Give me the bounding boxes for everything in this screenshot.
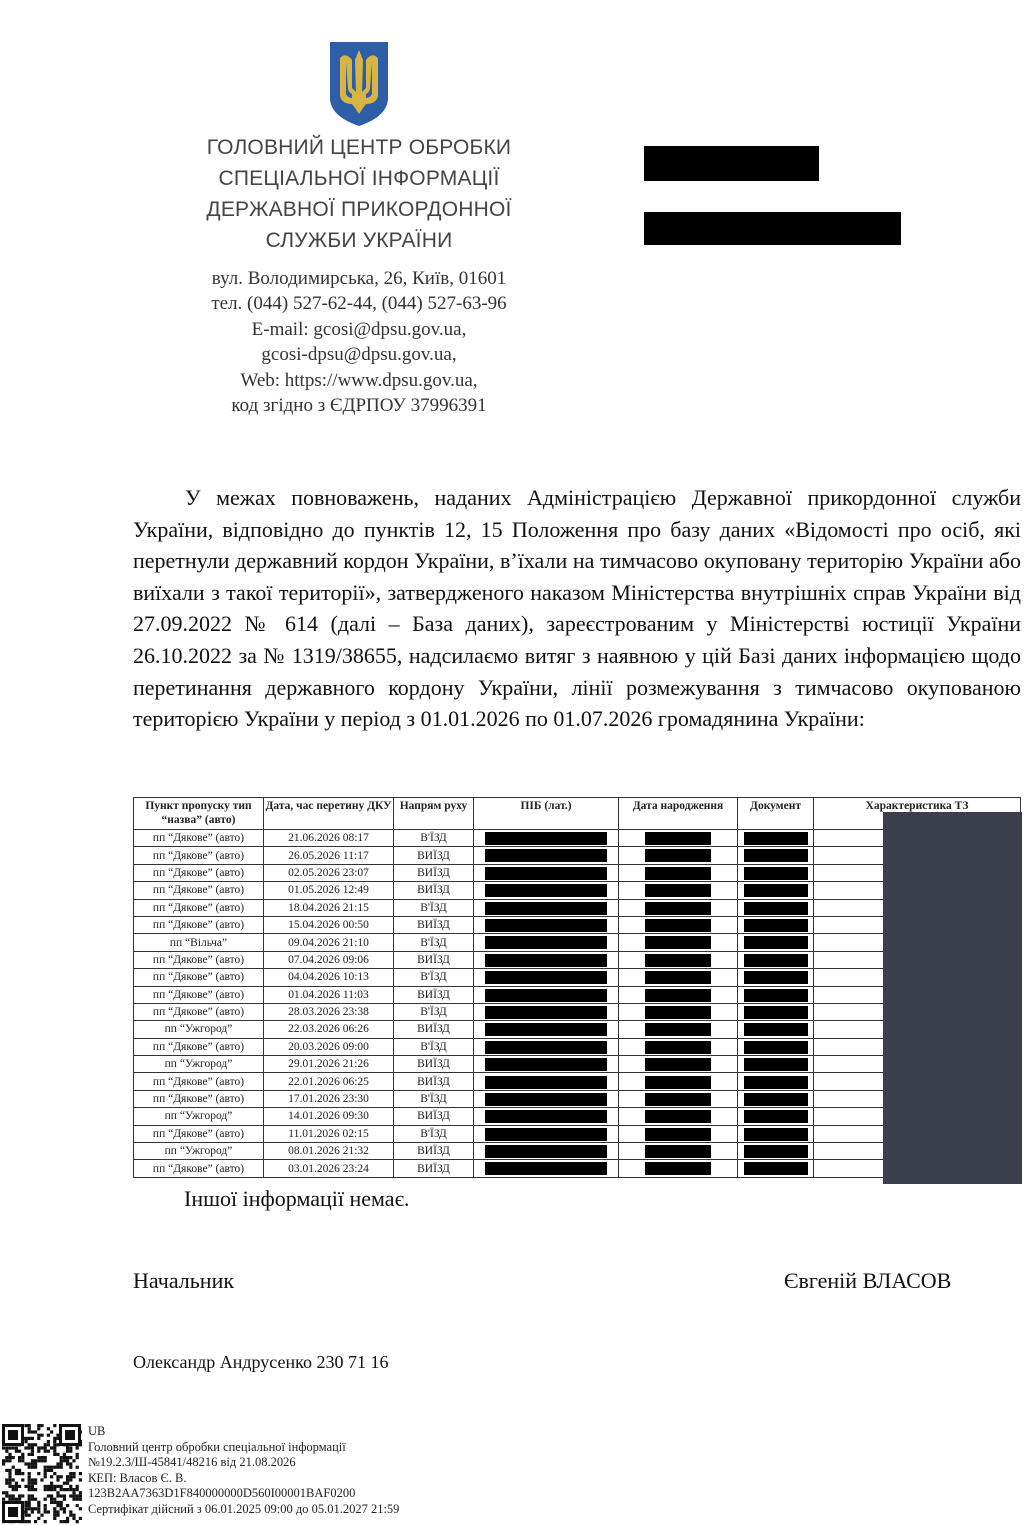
redaction-bar: [645, 1110, 711, 1123]
cell-datetime: 20.03.2026 09:00: [264, 1038, 394, 1055]
contact-email: E-mail: gcosi@dpsu.gov.ua,: [251, 318, 467, 340]
cell-checkpoint: пп “Дякове” (авто): [134, 1160, 264, 1177]
cell-full-name-redacted: [474, 1073, 619, 1090]
cell-datetime: 01.05.2026 12:49: [264, 882, 394, 899]
cell-birth-date-redacted: [619, 1125, 738, 1142]
redaction-bar: [645, 989, 711, 1002]
redaction-bar: [485, 1058, 607, 1071]
cell-document-redacted: [738, 1003, 814, 1020]
redaction-bar: [645, 1041, 711, 1054]
cell-full-name-redacted: [474, 969, 619, 986]
redaction-bar: [485, 971, 607, 984]
redaction-bar: [485, 954, 607, 967]
redaction-bar: [485, 867, 607, 880]
cell-checkpoint: пп “Дякове” (авто): [134, 1090, 264, 1107]
redaction-bar: [645, 954, 711, 967]
cell-document-redacted: [738, 1108, 814, 1125]
redaction-bar: [485, 1145, 607, 1158]
cell-document-redacted: [738, 1073, 814, 1090]
org-line: СПЕЦІАЛЬНОЇ ІНФОРМАЦІЇ: [218, 167, 500, 190]
cell-direction: ВИЇЗД: [394, 1108, 474, 1125]
cell-birth-date-redacted: [619, 1038, 738, 1055]
cell-full-name-redacted: [474, 916, 619, 933]
cell-document-redacted: [738, 847, 814, 864]
cell-direction: В'ЇЗД: [394, 969, 474, 986]
redaction-bar: [744, 1023, 808, 1036]
cell-checkpoint: пп “Ужгород”: [134, 1143, 264, 1160]
header-checkpoint: Пункт пропуску тип “назва” (авто): [134, 798, 264, 830]
organization-contacts: [140, 266, 578, 418]
cell-datetime: 07.04.2026 09:06: [264, 951, 394, 968]
redaction-bar: [485, 849, 607, 862]
redaction-bar: [744, 849, 808, 862]
cell-full-name-redacted: [474, 899, 619, 916]
signatory-position: Начальник: [133, 1268, 235, 1293]
redaction-bar: [645, 1093, 711, 1106]
cell-direction: В'ЇЗД: [394, 1038, 474, 1055]
cell-checkpoint: пп “Дякове” (авто): [134, 899, 264, 916]
cell-full-name-redacted: [474, 864, 619, 881]
cell-datetime: 02.05.2026 23:07: [264, 864, 394, 881]
cell-birth-date-redacted: [619, 1108, 738, 1125]
redaction-bar: [485, 1076, 607, 1089]
cell-full-name-redacted: [474, 951, 619, 968]
body-paragraph: У межах повноважень, наданих Адміністрацією Державної прикордонної служби України, відповідно до пунктів 12, 15 Положення про базу даних «Відомості про осіб, які перетнули державний кордон України, в’їхали на тимчасово окуповану територію України або виїхали з такої території», затвердженого наказом Міністерства внутрішніх справ України від 27.09.2022 № 614 (далі – База даних), зареєстрованим у Міністерстві юстиції України 26.10.2022 за № 1319/38655, надсилаємо витяг з наявною у цій Базі даних інформацією щодо перетинання державного кордону України, лінії розмежування з тимчасово окупованою територією України у період з 01.01.2026 по 01.07.2026 громадянина України:: [133, 485, 1021, 732]
cell-direction: ВИЇЗД: [394, 951, 474, 968]
cell-direction: В'ЇЗД: [394, 830, 474, 847]
cell-checkpoint: пп “Ужгород”: [134, 1108, 264, 1125]
cell-direction: ВИЇЗД: [394, 916, 474, 933]
cell-datetime: 08.01.2026 21:32: [264, 1143, 394, 1160]
cell-datetime: 18.04.2026 21:15: [264, 899, 394, 916]
cell-document-redacted: [738, 830, 814, 847]
cell-document-redacted: [738, 1125, 814, 1142]
redaction-bar: [485, 1023, 607, 1036]
stamp-line: №19.2.3/Ш-45841/48216 від 21.08.2026: [88, 1455, 296, 1470]
cell-birth-date-redacted: [619, 1073, 738, 1090]
cell-direction: ВИЇЗД: [394, 864, 474, 881]
cell-birth-date-redacted: [619, 1021, 738, 1038]
redaction-bar: [645, 971, 711, 984]
redaction-bar: [645, 902, 711, 915]
cell-datetime: 28.03.2026 23:38: [264, 1003, 394, 1020]
cell-birth-date-redacted: [619, 951, 738, 968]
cell-full-name-redacted: [474, 1108, 619, 1125]
cell-checkpoint: пп “Дякове” (авто): [134, 1003, 264, 1020]
stamp-line: UB: [88, 1424, 106, 1438]
cell-checkpoint: пп “Дякове” (авто): [134, 951, 264, 968]
cell-birth-date-redacted: [619, 882, 738, 899]
redaction-bar: [744, 1145, 808, 1158]
redaction-bar: [744, 954, 808, 967]
redaction-bar: [645, 832, 711, 845]
cell-birth-date-redacted: [619, 1143, 738, 1160]
redaction-bar: [744, 936, 808, 949]
cell-birth-date-redacted: [619, 1056, 738, 1073]
cell-checkpoint: пп “Дякове” (авто): [134, 864, 264, 881]
cell-datetime: 26.05.2026 11:17: [264, 847, 394, 864]
redaction-bar: [485, 1110, 607, 1123]
cell-full-name-redacted: [474, 882, 619, 899]
cell-document-redacted: [738, 986, 814, 1003]
redaction-bar: [744, 919, 808, 932]
cell-full-name-redacted: [474, 847, 619, 864]
cell-full-name-redacted: [474, 1038, 619, 1055]
redaction-bar: [485, 1162, 607, 1175]
redaction-bar: [645, 1162, 711, 1175]
redaction-bar: [645, 1058, 711, 1071]
cell-full-name-redacted: [474, 1003, 619, 1020]
cell-document-redacted: [738, 1143, 814, 1160]
redaction-bar: [645, 849, 711, 862]
redaction-bar: [645, 867, 711, 880]
qr-code-icon: [2, 1424, 82, 1524]
cell-full-name-redacted: [474, 1021, 619, 1038]
cell-document-redacted: [738, 1090, 814, 1107]
redacted-vehicle-column: [883, 812, 1022, 1184]
cell-checkpoint: пп “Дякове” (авто): [134, 1073, 264, 1090]
cell-direction: ВИЇЗД: [394, 847, 474, 864]
redaction-bar: [645, 919, 711, 932]
cell-document-redacted: [738, 916, 814, 933]
contact-web: Web: https://www.dpsu.gov.ua,: [240, 369, 478, 391]
cell-direction: В'ЇЗД: [394, 934, 474, 951]
redaction-bar: [485, 1041, 607, 1054]
header-full-name: ПІБ (лат.): [474, 798, 619, 830]
redaction-bar: [485, 919, 607, 932]
header-vehicle: Характеристика ТЗ: [814, 798, 1021, 830]
cell-datetime: 29.01.2026 21:26: [264, 1056, 394, 1073]
stamp-line: КЕП: Власов Є. В.: [88, 1470, 187, 1485]
cell-datetime: 03.01.2026 23:24: [264, 1160, 394, 1177]
header-document: Документ: [738, 798, 814, 830]
cell-birth-date-redacted: [619, 830, 738, 847]
redaction-bar: [744, 867, 808, 880]
redaction-bar: [744, 1110, 808, 1123]
cell-datetime: 15.04.2026 00:50: [264, 916, 394, 933]
cell-full-name-redacted: [474, 1090, 619, 1107]
cell-birth-date-redacted: [619, 1003, 738, 1020]
redaction-bar: [645, 1006, 711, 1019]
cell-birth-date-redacted: [619, 934, 738, 951]
cell-direction: ВИЇЗД: [394, 986, 474, 1003]
cell-checkpoint: пп “Дякове” (авто): [134, 847, 264, 864]
cell-datetime: 17.01.2026 23:30: [264, 1090, 394, 1107]
redaction-bar: [485, 1128, 607, 1141]
cell-document-redacted: [738, 951, 814, 968]
cell-direction: В'ЇЗД: [394, 1003, 474, 1020]
cell-birth-date-redacted: [619, 986, 738, 1003]
cell-full-name-redacted: [474, 1160, 619, 1177]
org-line: ДЕРЖАВНОЇ ПРИКОРДОННОЇ: [206, 198, 512, 221]
cell-direction: ВИЇЗД: [394, 1143, 474, 1160]
cell-datetime: 22.03.2026 06:26: [264, 1021, 394, 1038]
redaction-bar: [744, 1006, 808, 1019]
contact-phones: тел. (044) 527-62-44, (044) 527-63-96: [211, 293, 507, 315]
redaction-bar: [645, 1023, 711, 1036]
redaction-bar: [744, 884, 808, 897]
cell-checkpoint: пп “Дякове” (авто): [134, 1125, 264, 1142]
redaction-bar: [744, 989, 808, 1002]
redacted-recipient-line-2: [644, 212, 901, 245]
cell-checkpoint: пп “Дякове” (авто): [134, 1038, 264, 1055]
redaction-bar: [485, 1093, 607, 1106]
cell-full-name-redacted: [474, 1125, 619, 1142]
redaction-bar: [744, 1041, 808, 1054]
redaction-bar: [744, 971, 808, 984]
redaction-bar: [645, 884, 711, 897]
cell-document-redacted: [738, 899, 814, 916]
header-birth-date: Дата народження: [619, 798, 738, 830]
redaction-bar: [744, 1128, 808, 1141]
cell-checkpoint: пп “Дякове” (авто): [134, 882, 264, 899]
cell-full-name-redacted: [474, 1056, 619, 1073]
header-datetime: Дата, час перетину ДКУ: [264, 798, 394, 830]
cell-datetime: 11.01.2026 02:15: [264, 1125, 394, 1142]
cell-birth-date-redacted: [619, 1090, 738, 1107]
cell-direction: ВИЇЗД: [394, 882, 474, 899]
cell-birth-date-redacted: [619, 1160, 738, 1177]
cell-document-redacted: [738, 882, 814, 899]
cell-direction: ВИЇЗД: [394, 1073, 474, 1090]
cell-document-redacted: [738, 1021, 814, 1038]
cell-datetime: 14.01.2026 09:30: [264, 1108, 394, 1125]
cell-direction: В'ЇЗД: [394, 899, 474, 916]
redacted-recipient-line-1: [644, 146, 819, 181]
cell-document-redacted: [738, 934, 814, 951]
cell-datetime: 04.04.2026 10:13: [264, 969, 394, 986]
cell-birth-date-redacted: [619, 916, 738, 933]
redaction-bar: [645, 1145, 711, 1158]
cell-full-name-redacted: [474, 986, 619, 1003]
contact-address: вул. Володимирська, 26, Київ, 01601: [211, 268, 507, 289]
cell-document-redacted: [738, 1038, 814, 1055]
cell-document-redacted: [738, 1056, 814, 1073]
cell-direction: В'ЇЗД: [394, 1090, 474, 1107]
trident-emblem-icon: [326, 38, 392, 128]
cell-birth-date-redacted: [619, 864, 738, 881]
cell-checkpoint: пп “Дякове” (авто): [134, 916, 264, 933]
cell-document-redacted: [738, 969, 814, 986]
contact-email-2: gcosi-dpsu@dpsu.gov.ua,: [261, 344, 457, 366]
redaction-bar: [485, 936, 607, 949]
stamp-line: Головний центр обробки спеціальної інформації: [88, 1439, 346, 1454]
cell-checkpoint: пп “Ужгород”: [134, 1056, 264, 1073]
redaction-bar: [744, 1162, 808, 1175]
contact-edrpou: код згідно з ЄДРПОУ 37996391: [231, 395, 487, 417]
redaction-bar: [744, 832, 808, 845]
cell-full-name-redacted: [474, 1143, 619, 1160]
org-line: ГОЛОВНИЙ ЦЕНТР ОБРОБКИ: [206, 136, 512, 159]
redaction-bar: [645, 1128, 711, 1141]
cell-full-name-redacted: [474, 934, 619, 951]
no-more-info-text: Іншої інформації немає.: [184, 1186, 410, 1211]
cell-direction: В'ЇЗД: [394, 1125, 474, 1142]
redaction-bar: [744, 1076, 808, 1089]
org-line: СЛУЖБИ УКРАЇНИ: [265, 229, 453, 252]
cell-datetime: 22.01.2026 06:25: [264, 1073, 394, 1090]
redaction-bar: [744, 902, 808, 915]
cell-checkpoint: пп “Ужгород”: [134, 1021, 264, 1038]
redaction-bar: [744, 1058, 808, 1071]
cell-checkpoint: пп “Дякове” (авто): [134, 986, 264, 1003]
cell-checkpoint: пп “Вільча”: [134, 934, 264, 951]
cell-checkpoint: пп “Дякове” (авто): [134, 830, 264, 847]
cell-full-name-redacted: [474, 830, 619, 847]
redaction-bar: [645, 1076, 711, 1089]
cell-datetime: 09.04.2026 21:10: [264, 934, 394, 951]
letter-body: [133, 482, 1021, 735]
redaction-bar: [485, 832, 607, 845]
redaction-bar: [744, 1093, 808, 1106]
cell-datetime: 01.04.2026 11:03: [264, 986, 394, 1003]
redaction-bar: [485, 902, 607, 915]
e-signature-stamp: [88, 1424, 399, 1518]
organization-name: [140, 132, 578, 256]
redaction-bar: [645, 936, 711, 949]
cell-datetime: 21.06.2026 08:17: [264, 830, 394, 847]
stamp-line: Сертифікат дійсний з 06.01.2025 09:00 до 05.01.2027 21:59: [88, 1501, 400, 1516]
stamp-line: 123B2AA7363D1F840000000D560I00001BAF0200: [88, 1486, 356, 1501]
redaction-bar: [485, 989, 607, 1002]
cell-direction: ВИЇЗД: [394, 1160, 474, 1177]
cell-birth-date-redacted: [619, 969, 738, 986]
header-direction: Напрям руху: [394, 798, 474, 830]
cell-birth-date-redacted: [619, 899, 738, 916]
redaction-bar: [485, 1006, 607, 1019]
signatory-name: Євгеній ВЛАСОВ: [784, 1268, 952, 1293]
cell-birth-date-redacted: [619, 847, 738, 864]
cell-checkpoint: пп “Дякове” (авто): [134, 969, 264, 986]
cell-document-redacted: [738, 1160, 814, 1177]
cell-direction: ВИЇЗД: [394, 1056, 474, 1073]
redaction-bar: [485, 884, 607, 897]
cell-direction: ВИЇЗД: [394, 1021, 474, 1038]
cell-document-redacted: [738, 864, 814, 881]
executor-contact: Олександр Андрусенко 230 71 16: [133, 1352, 389, 1372]
